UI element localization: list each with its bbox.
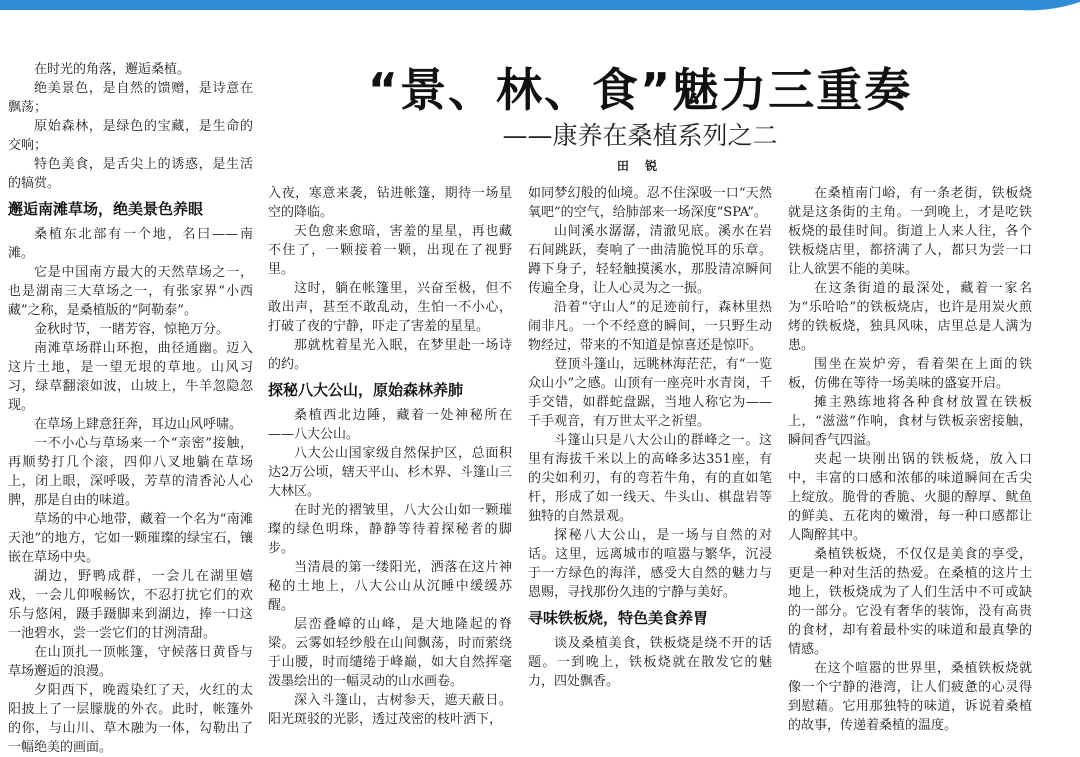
paragraph: 登顶斗篷山，远眺林海茫茫，有“一览众山小”之感。山顶有一座亮叶水青岗，千手交错，如群蛇盘踞，当地人称它为——千手观音，有万世太平之祈望。 bbox=[528, 357, 772, 429]
section-badagongshan-body bbox=[268, 406, 512, 729]
paragraph: 特色美食，是舌尖上的诱惑，是生活的犒赏。 bbox=[8, 157, 253, 191]
paragraph: 这时，躺在帐篷里，兴奋至极，但不敢出声，甚至不敢乱动，生怕一不小心，打破了夜的宁静，吓走了害羞的星星。 bbox=[268, 281, 512, 334]
paragraph: 草场的中心地带，藏着一个名为“南滩天池”的地方，它如一颗璀璨的绿宝石，镶嵌在草场中央。 bbox=[8, 512, 253, 565]
paragraph: 山间溪水潺潺，清澈见底。溪水在岩石间跳跃，奏响了一曲清脆悦耳的乐章。蹲下身子，轻轻触摸溪水，那股清凉瞬间传遍全身，让人心灵为之一振。 bbox=[528, 224, 772, 296]
paragraph: 天色愈来愈暗，害羞的星星，再也藏不住了，一颗接着一颗，出现在了视野里。 bbox=[268, 224, 512, 277]
headline: “景、林、食”魅力三重奏 bbox=[367, 63, 913, 117]
paragraph: 南滩草场群山环抱，曲径通幽。迈入这片土地，是一望无垠的草地。山风习习，绿草翻滚如波，山坡上，牛羊忽隐忽现。 bbox=[8, 341, 253, 413]
column-4 bbox=[788, 184, 1032, 735]
top-banner-curve bbox=[0, 0, 1080, 10]
paragraph: 摊主熟练地将各种食材放置在铁板上，“滋滋”作响，食材与铁板亲密接触，瞬间香气四溢。 bbox=[788, 395, 1032, 448]
column-1 bbox=[8, 60, 253, 757]
section-heading-tiebanshao: 寻味铁板烧，特色美食养胃 bbox=[528, 609, 709, 627]
paragraph: 一不小心与草场来一个“亲密”接触，再顺势打几个滚，四仰八叉地躺在草场上，闭上眼，深呼吸，芳草的清香沁人心脾，那是自由的味道。 bbox=[8, 436, 253, 508]
paragraph: 如同梦幻般的仙境。忍不住深吸一口“天然氧吧”的空气，给肺部来一场深度“SPA”。 bbox=[528, 186, 772, 220]
paragraph: 原始森林，是绿色的宝藏，是生命的交响； bbox=[8, 119, 253, 153]
paragraph: 入夜，寒意来袭，钻进帐篷，期待一场星空的降临。 bbox=[268, 186, 512, 220]
paragraph: 在这个喧嚣的世界里，桑植铁板烧就像一个宁静的港湾，让人们疲惫的心灵得到慰藉。它用那独特的味道，诉说着桑植的故事，传递着桑植的温度。 bbox=[788, 661, 1032, 733]
column-2 bbox=[268, 184, 512, 729]
subtitle: ——康养在桑植系列之二 bbox=[502, 121, 778, 150]
paragraph: 湖边，野鸭成群，一会儿在湖里嬉戏，一会儿仰喉畅饮，不忍打扰它们的欢乐与悠闲，蹑手蹑脚来到湖边，捧一口这一池碧水，尝一尝它们的甘洌清甜。 bbox=[8, 569, 253, 641]
paragraph: 在时光的角落，邂逅桑植。 bbox=[34, 62, 191, 77]
section-heading-badagongshan: 探秘八大公山，原始森林养肺 bbox=[268, 381, 464, 399]
paragraph: 层峦叠嶂的山峰，是大地隆起的脊梁。云雾如轻纱般在山间飘荡，时而萦绕于山腰，时而缱绻于峰巅，如大自然挥毫泼墨绘出的一幅灵动的山水画卷。 bbox=[268, 617, 512, 689]
paragraph: 八大公山国家级自然保护区，总面积达2万公顷，辖天平山、杉木界、斗篷山三大林区。 bbox=[268, 446, 512, 499]
paragraph: 它是中国南方最大的天然草场之一，也是湖南三大草场之一，有张家界“小西藏”之称，是桑植版的“阿勒泰”。 bbox=[8, 265, 253, 318]
paragraph: 桑植西北边陲，藏着一处神秘所在——八大公山。 bbox=[268, 408, 512, 442]
paragraph: 金秋时节，一睹芳容，惊艳万分。 bbox=[34, 322, 230, 337]
paragraph: 当清晨的第一缕阳光，洒落在这片神秘的土地上，八大公山从沉睡中缓缓苏醒。 bbox=[268, 560, 512, 613]
paragraph: 谈及桑植美食，铁板烧是绕不开的话题。一到晚上，铁板烧就在散发它的魅力，四处飘香。 bbox=[528, 636, 772, 689]
section-nantan-continued bbox=[268, 184, 512, 374]
top-banner-edge bbox=[0, 0, 1080, 14]
paragraph: 深入斗篷山，古树参天，遮天蔽日。阳光斑驳的光影，透过茂密的枝叶洒下， bbox=[268, 693, 512, 727]
paragraph: 围坐在炭炉旁，看着架在上面的铁板，仿佛在等待一场美味的盛宴开启。 bbox=[788, 357, 1032, 391]
section-heading-nantan: 邂逅南滩草场，绝美景色养眼 bbox=[8, 200, 204, 218]
paragraph: 夕阳西下，晚霞染红了天，火红的太阳披上了一层朦胧的外衣。此时，帐篷外的你，与山川、草木融为一体，勾勒出了一幅绝美的画面。 bbox=[8, 683, 253, 755]
paragraph: 在草场上肆意狂奔，耳边山风呼啸。 bbox=[34, 417, 243, 432]
paragraph: 斗篷山只是八大公山的群峰之一。这里有海拔千米以上的高峰多达351座，有的尖如利刃，有的弯若牛角，有的直如笔杆，形成了如一线天、牛头山、棋盘岩等独特的自然景观。 bbox=[528, 433, 772, 524]
paragraph: 在山顶扎一顶帐篷，守候落日黄昏与草场邂逅的浪漫。 bbox=[8, 645, 253, 679]
paragraph: 在时光的褶皱里，八大公山如一颗璀璨的绿色明珠，静静等待着探秘者的脚步。 bbox=[268, 503, 512, 556]
section-nantan-body bbox=[8, 225, 253, 757]
paragraph: 在这条街道的最深处，藏着一家名为“乐哈哈”的铁板烧店，也许是用炭火煎烤的铁板烧，独具风味，店里总是人满为患。 bbox=[788, 281, 1032, 353]
section-tiebanshao-body bbox=[528, 634, 772, 691]
section-tiebanshao-continued bbox=[788, 184, 1032, 735]
section-badagongshan-continued bbox=[528, 184, 772, 602]
paragraph: 那就枕着星光入眠，在梦里赴一场诗的约。 bbox=[268, 338, 512, 372]
paragraph: 桑植东北部有一个地，名曰——南滩。 bbox=[8, 227, 253, 261]
paragraph: 夹起一块刚出锅的铁板烧，放入口中，丰富的口感和浓郁的味道瞬间在舌尖上绽放。脆骨的香脆、火腿的醇厚、鱿鱼的鲜美、五花肉的嫩滑，每一种口感都让人陶醉其中。 bbox=[788, 452, 1032, 543]
paragraph: 桑植铁板烧，不仅仅是美食的享受，更是一种对生活的热爱。在桑植的这片土地上，铁板烧成为了人们生活中不可或缺的一部分。它没有奢华的装饰，没有高贵的食材，却有着最朴实的味道和最真挚的情感。 bbox=[788, 547, 1032, 657]
paragraph: 探秘八大公山，是一场与自然的对话。这里，远离城市的喧嚣与繁华，沉浸于一方绿色的海洋，感受大自然的魅力与恩赐，寻找那份久违的宁静与美好。 bbox=[528, 528, 772, 600]
intro-paragraphs bbox=[8, 60, 253, 193]
paragraph: 在桑植南门峪，有一条老街，铁板烧就是这条街的主角。一到晚上，才是吃铁板烧的最佳时间。街道上人来人往，各个铁板烧店里，都挤满了人，都只为尝一口让人欲罢不能的美味。 bbox=[788, 186, 1032, 277]
column-3 bbox=[528, 184, 772, 691]
author-byline: 田 锐 bbox=[616, 159, 664, 173]
paragraph: 沿着“守山人”的足迹前行，森林里热闹非凡。一个不经意的瞬间，一只野生动物经过，带来的不知道是惊喜还是惊吓。 bbox=[528, 300, 772, 353]
paragraph: 绝美景色，是自然的馈赠，是诗意在飘荡； bbox=[8, 81, 253, 115]
